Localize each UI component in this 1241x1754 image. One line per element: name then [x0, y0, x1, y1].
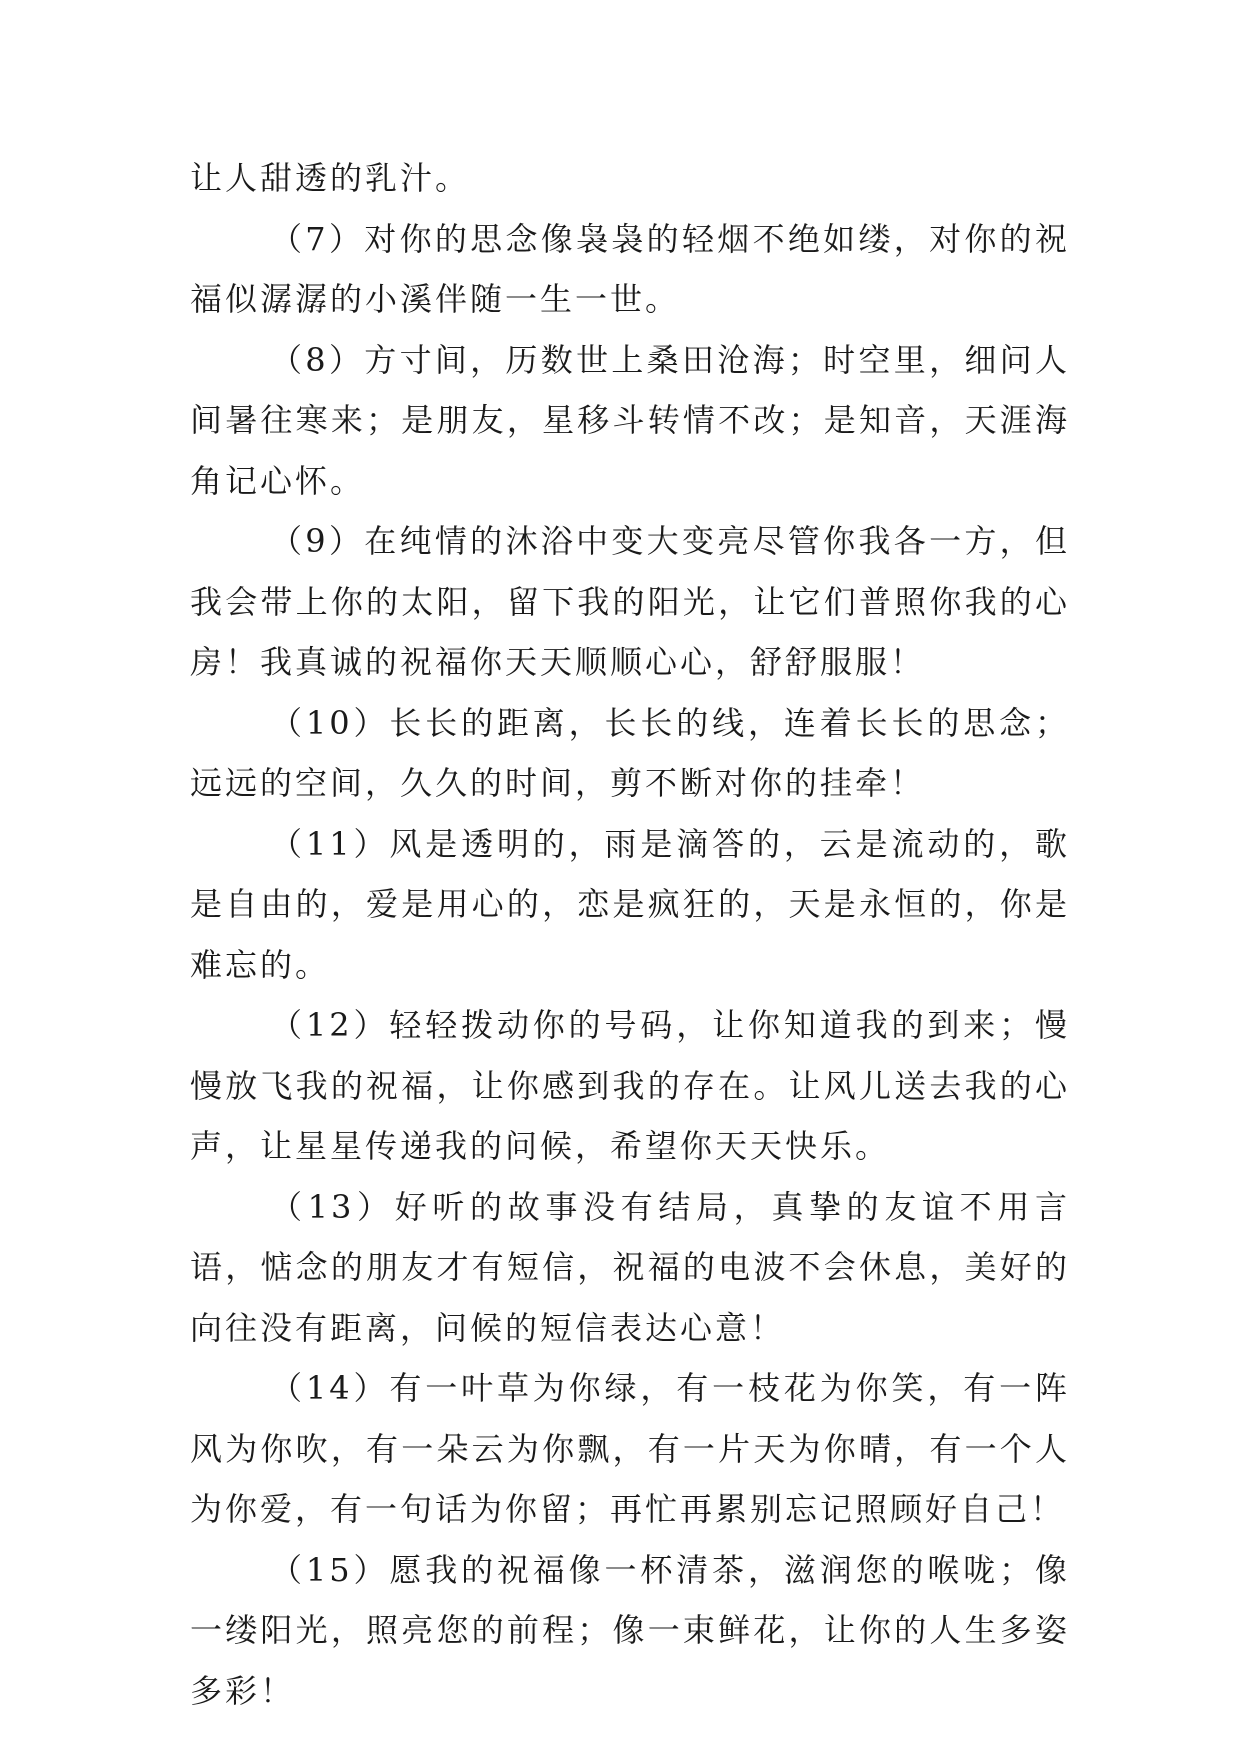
paragraph-14: （14）有一叶草为你绿，有一枝花为你笑，有一阵风为你吹，有一朵云为你飘，有一片天为你晴，有一个人为你爱，有一句话为你留；再忙再累别忘记照顾好自己！ [190, 1369, 1070, 1528]
paragraph-13: （13）好听的故事没有结局，真挚的友谊不用言语，惦念的朋友才有短信，祝福的电波不会休息，美好的向往没有距离，问候的短信表达心意！ [190, 1187, 1070, 1347]
paragraph-9: （9）在纯情的沐浴中变大变亮尽管你我各一方，但我会带上你的太阳，留下我的阳光，让它们普照你我的心房！我真诚的祝福你天天顺顺心心，舒舒服服！ [190, 522, 1070, 681]
paragraph-10: （10）长长的距离，长长的线，连着长长的思念；远远的空间，久久的时间，剪不断对你的挂牵！ [190, 703, 1070, 802]
paragraph-8: （8）方寸间，历数世上桑田沧海；时空里，细问人间暑往寒来；是朋友，星移斗转情不改；是知音，天涯海角记心怀。 [190, 340, 1070, 500]
document-body [190, 148, 1070, 1721]
paragraph-continuation: 让人甜透的乳汁。 [190, 159, 471, 197]
paragraph-12: （12）轻轻拨动你的号码，让你知道我的到来；慢慢放飞我的祝福，让你感到我的存在。让风儿送去我的心声，让星星传递我的问候，希望你天天快乐。 [190, 1006, 1070, 1165]
paragraph-15: （15）愿我的祝福像一杯清茶，滋润您的喉咙；像一缕阳光，照亮您的前程；像一束鲜花，让你的人生多姿多彩！ [190, 1550, 1070, 1710]
paragraph-11: （11）风是透明的，雨是滴答的，云是流动的，歌是自由的，爱是用心的，恋是疯狂的，天是永恒的，你是难忘的。 [190, 824, 1070, 984]
paragraph-7: （7）对你的思念像袅袅的轻烟不绝如缕，对你的祝福似潺潺的小溪伴随一生一世。 [190, 219, 1070, 318]
